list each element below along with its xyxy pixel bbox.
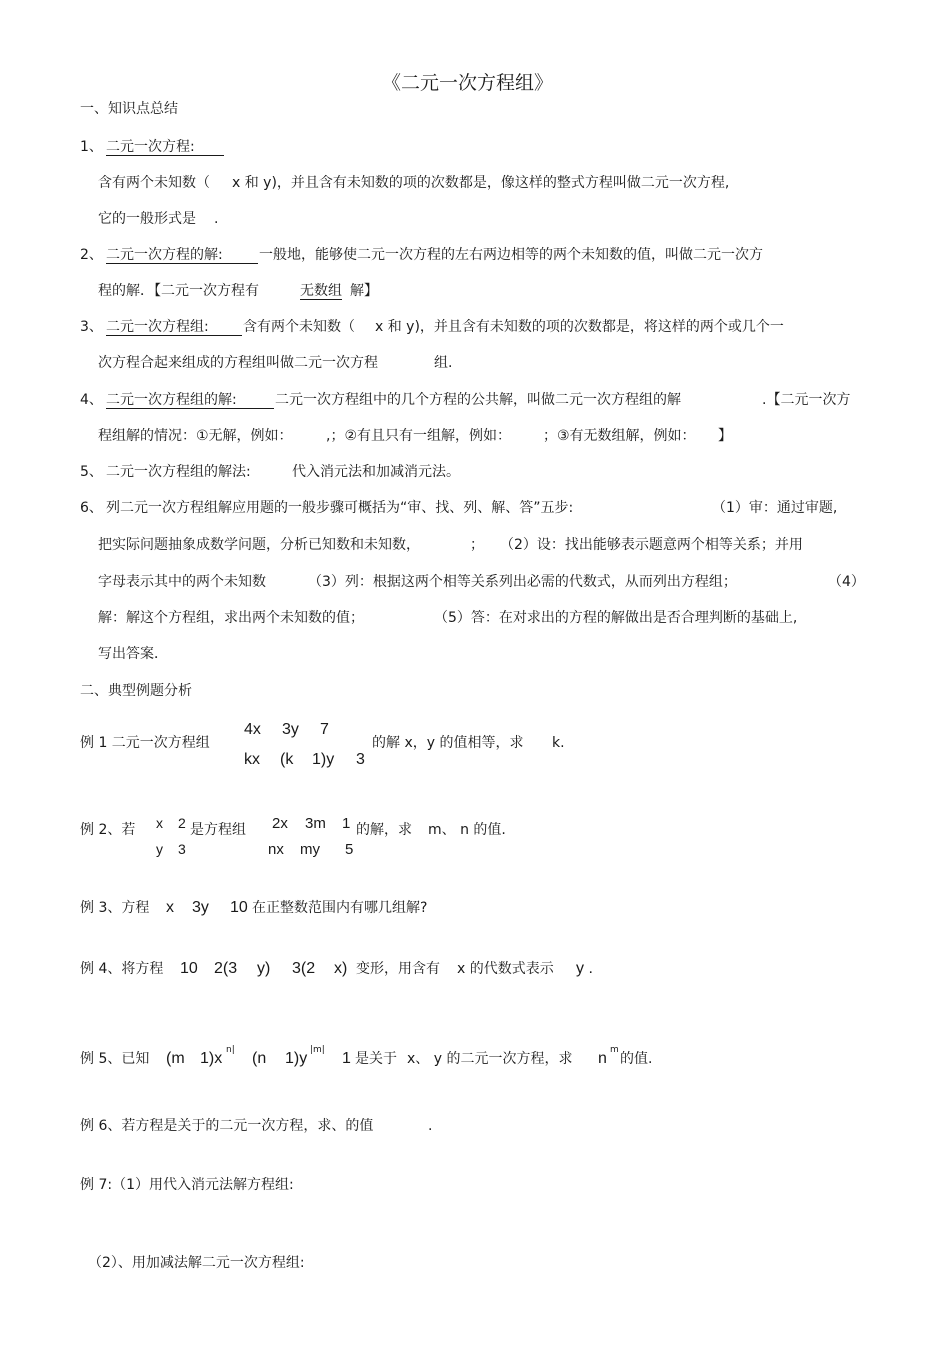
section-heading-1: 一、知识点总结 <box>80 101 178 117</box>
example-5-xy: x、 y 的二元一次方程，求 <box>407 1051 573 1067</box>
item-1-text-b: x 和 y)，并且含有未知数的项的次数都是，像这样的整式方程叫做二元一次方程, <box>232 175 730 191</box>
item-2-number: 2、 <box>80 247 103 263</box>
example-4-term5: x) <box>334 960 348 977</box>
example-5-term2: 1)x <box>200 1050 223 1067</box>
example-1-label: 例 1 二元一次方程组 <box>80 735 210 751</box>
item-3-text-3: 组. <box>434 355 453 371</box>
item-1-dot: . <box>214 211 219 227</box>
example-2-sol-y-val: 3 <box>178 841 186 857</box>
item-3-number: 3、 <box>80 319 103 335</box>
item-4-number: 4、 <box>80 392 103 408</box>
example-5-term3: (n <box>252 1050 267 1067</box>
example-5-exp3: m <box>610 1045 619 1055</box>
example-4-term2: 2(3 <box>214 960 238 977</box>
item-3-term: 二元一次方程组: <box>106 320 242 336</box>
example-5-end: 的值. <box>620 1051 653 1067</box>
item-5-number: 5、 <box>80 464 103 480</box>
example-2-eq2-term2: my <box>300 841 320 858</box>
item-6-semicolon: ； <box>470 537 484 553</box>
example-4-y: y . <box>576 960 593 977</box>
example-1-eq2-term3: 1)y <box>312 751 335 768</box>
item-1-text: 含有两个未知数（ <box>98 175 210 191</box>
example-3-rhs: 10 <box>230 899 248 916</box>
item-4-term: 二元一次方程组的解: <box>106 393 274 409</box>
example-2-mid: 是方程组 <box>190 822 246 838</box>
item-2-term: 二元一次方程的解: <box>106 248 258 264</box>
example-5-exp2: |m| <box>310 1045 325 1055</box>
example-6-label: 例 6、若方程是关于的二元一次方程，求、的值 <box>80 1118 374 1134</box>
example-4-x: x 的代数式表示 <box>457 961 554 977</box>
item-6-text: 列二元一次方程组解应用题的一般步骤可概括为“审、找、列、解、答”五步: <box>106 500 574 516</box>
item-3-text-b: x 和 y)，并且含有未知数的项的次数都是，将这样的两个或几个一 <box>375 319 784 335</box>
item-6-step-4: （4） <box>828 574 865 590</box>
item-6-text-4: 解：解这个方程组，求出两个未知数的值； <box>98 610 364 626</box>
example-4-label: 例 4、将方程 <box>80 961 164 977</box>
example-2-sol-x: x <box>156 815 163 831</box>
example-5-n: n <box>598 1050 607 1067</box>
example-5-label: 例 5、已知 <box>80 1051 150 1067</box>
example-2-sol-y: y <box>156 841 163 857</box>
example-6-dot: . <box>428 1118 433 1134</box>
item-4-text-3: ,；②有且只有一组解，例如： <box>326 428 512 444</box>
example-4-term3: y) <box>257 960 271 977</box>
example-3-label: 例 3、方程 <box>80 900 150 916</box>
item-6-step-3: （3）列：根据这两个相等关系列出必需的代数式，从而列出方程组； <box>308 574 737 590</box>
example-5-term4: 1)y <box>285 1050 308 1067</box>
example-1-eq1-rhs: 7 <box>320 721 329 738</box>
example-2-eq2-term1: nx <box>268 841 284 858</box>
example-1-k: k. <box>552 735 565 751</box>
item-6-step-2: （2）设：找出能够表示题意两个相等关系；并用 <box>500 537 803 553</box>
example-2-eq1-rhs: 1 <box>342 815 351 832</box>
item-5-text: 二元一次方程组的解法: <box>106 464 251 480</box>
example-5-tail: 是关于 <box>355 1051 397 1067</box>
page-title: 《二元一次方程组》 <box>382 72 554 94</box>
example-2-mn: m、 n 的值. <box>428 822 506 838</box>
example-2-tail: 的解，求 <box>356 822 412 838</box>
example-3-tail: 在正整数范围内有哪几组解? <box>252 900 428 916</box>
example-1-eq1-term2: 3y <box>282 721 299 738</box>
example-5-exp1: n| <box>226 1045 235 1055</box>
item-3-text-2: 次方程合起来组成的方程组叫做二元一次方程 <box>98 355 378 371</box>
example-2-eq1-term1: 2x <box>272 815 288 832</box>
item-1-term: 二元一次方程: <box>106 140 224 156</box>
example-5-rhs: 1 <box>342 1050 351 1067</box>
example-2-eq2-rhs: 5 <box>345 841 354 858</box>
item-4-text: 二元一次方程组中的几个方程的公共解，叫做二元一次方程组的解 <box>275 392 681 408</box>
item-1-text-2: 它的一般形式是 <box>98 211 196 227</box>
item-5-text-b: 代入消元法和加减消元法。 <box>292 464 460 480</box>
example-7-part-2: （2）、用加减法解二元一次方程组: <box>88 1255 305 1271</box>
example-5-term1: (m <box>166 1050 185 1067</box>
example-3-term1: x <box>166 899 174 916</box>
example-4-term4: 3(2 <box>292 960 316 977</box>
example-4-tail: 变形，用含有 <box>356 961 440 977</box>
example-2-sol-x-val: 2 <box>178 815 186 831</box>
item-6-text-3: 字母表示其中的两个未知数 <box>98 574 266 590</box>
example-2-eq1-term2: 3m <box>305 815 326 832</box>
item-6-step-1: （1）审：通过审题, <box>712 500 838 516</box>
item-6-number: 6、 <box>80 500 103 516</box>
section-heading-2: 二、典型例题分析 <box>80 683 192 699</box>
example-1-eq2-term1: kx <box>244 751 260 768</box>
item-4-text-4: ；③有无数组解，例如： <box>543 428 696 444</box>
item-6-text-2: 把实际问题抽象成数学问题，分析已知数和未知数， <box>98 537 420 553</box>
item-4-text-5: 】 <box>718 428 732 444</box>
item-3-text: 含有两个未知数（ <box>243 319 355 335</box>
example-1-tail: 的解 x，y 的值相等，求 <box>372 735 524 751</box>
example-3-term2: 3y <box>192 899 209 916</box>
example-7-label: 例 7:（1）用代入消元法解方程组: <box>80 1177 294 1193</box>
item-2-text-3: 解】 <box>350 283 378 299</box>
example-1-eq2-rhs: 3 <box>356 751 365 768</box>
item-4-text-2: 程组解的情况：①无解，例如： <box>98 428 293 444</box>
example-1-eq2-term2: (k <box>280 751 294 768</box>
item-2-text-2: 程的解．【二元一次方程有 <box>98 283 259 299</box>
item-2-text: 一般地，能够使二元一次方程的左右两边相等的两个未知数的值，叫做二元一次方 <box>259 247 763 263</box>
item-1-number: 1、 <box>80 139 103 155</box>
item-6-step-5: （5）答：在对求出的方程的解做出是否合理判断的基础上, <box>434 610 798 626</box>
example-4-term1: 10 <box>180 960 198 977</box>
example-2-label: 例 2、若 <box>80 822 136 838</box>
item-6-text-5: 写出答案． <box>98 646 168 662</box>
example-1-eq1-term1: 4x <box>244 721 261 738</box>
item-4-text-b: .【二元一次方 <box>762 392 851 408</box>
item-2-underlined: 无数组 <box>300 283 342 299</box>
